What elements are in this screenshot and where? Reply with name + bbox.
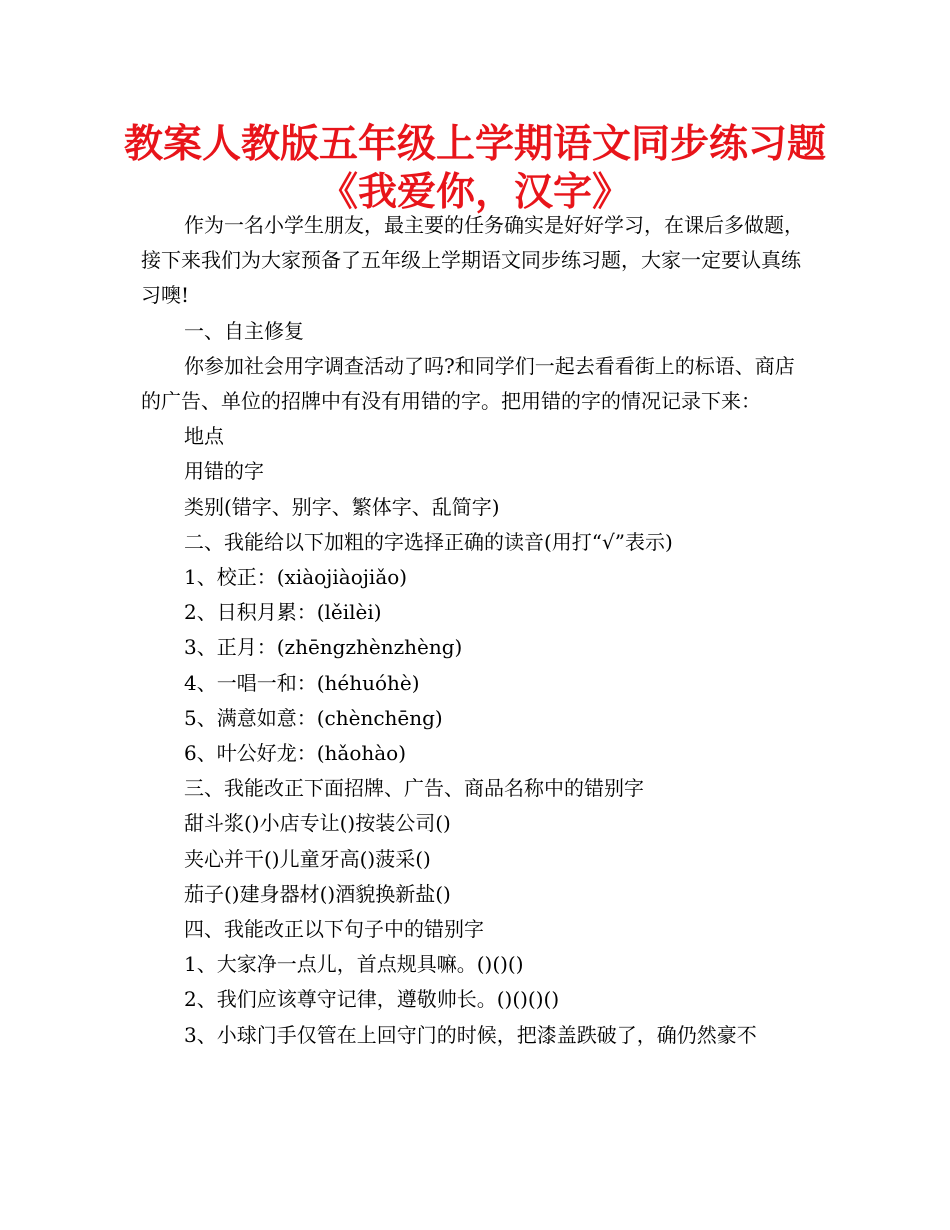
pinyin-item-5: 5、满意如意：(chènchēng)	[184, 705, 443, 730]
sentence-correction-3: 3、小球门手仅管在上回守门的时候，把漆盖跌破了，确仍然豪不	[184, 1022, 757, 1047]
pinyin-item-1: 1、校正：(xiàojiàojiǎo)	[184, 565, 408, 590]
record-field-wrong-char: 用错的字	[184, 459, 264, 484]
sign-correction-row-1: 甜斗浆()小店专让()按装公司()	[184, 811, 451, 836]
section-heading-4: 四、我能改正以下句子中的错别字	[184, 917, 484, 942]
pinyin-item-4: 4、一唱一和：(héhuóhè)	[184, 670, 420, 695]
section-heading-3: 三、我能改正下面招牌、广告、商品名称中的错别字	[184, 776, 644, 801]
pinyin-item-2: 2、日积月累：(lěilèi)	[184, 600, 382, 625]
pinyin-item-3: 3、正月：(zhēngzhènzhèng)	[184, 635, 463, 660]
sentence-correction-2: 2、我们应该尊守记律，遵敬帅长。()()()()	[184, 987, 560, 1012]
pinyin-item-6: 6、叶公好龙：(hǎohào)	[184, 741, 407, 766]
record-field-location: 地点	[184, 424, 224, 449]
record-field-category: 类别(错字、别字、繁体字、乱简字)	[184, 494, 500, 519]
section-heading-1: 一、自主修复	[184, 318, 304, 343]
sign-correction-row-2: 夹心并干()儿童牙高()菠采()	[184, 846, 431, 871]
sentence-correction-1: 1、大家净一点儿，首点规具嘛。()()()	[184, 952, 524, 977]
document-title-line-1: 教案人教版五年级上学期语文同步练习题	[123, 122, 826, 167]
sign-correction-row-3: 茄子()建身器材()酒貌换新盐()	[184, 881, 451, 906]
document-body	[141, 208, 811, 1053]
document-title-line-2: 《我爱你，汉字》	[318, 170, 631, 215]
intro-paragraph: 作为一名小学生朋友，最主要的任务确实是好好学习，在课后多做题，接下来我们为大家预备了五年级上学期语文同步练习题，大家一定要认真练习噢!	[141, 213, 804, 308]
section-1-instructions: 你参加社会用字调查活动了吗?和同学们一起去看看街上的标语、商店的广告、单位的招牌中有没有用错的字。把用错的字的情况记录下来：	[141, 353, 795, 414]
section-heading-2: 二、我能给以下加粗的字选择正确的读音(用打“√”表示)	[184, 529, 673, 554]
